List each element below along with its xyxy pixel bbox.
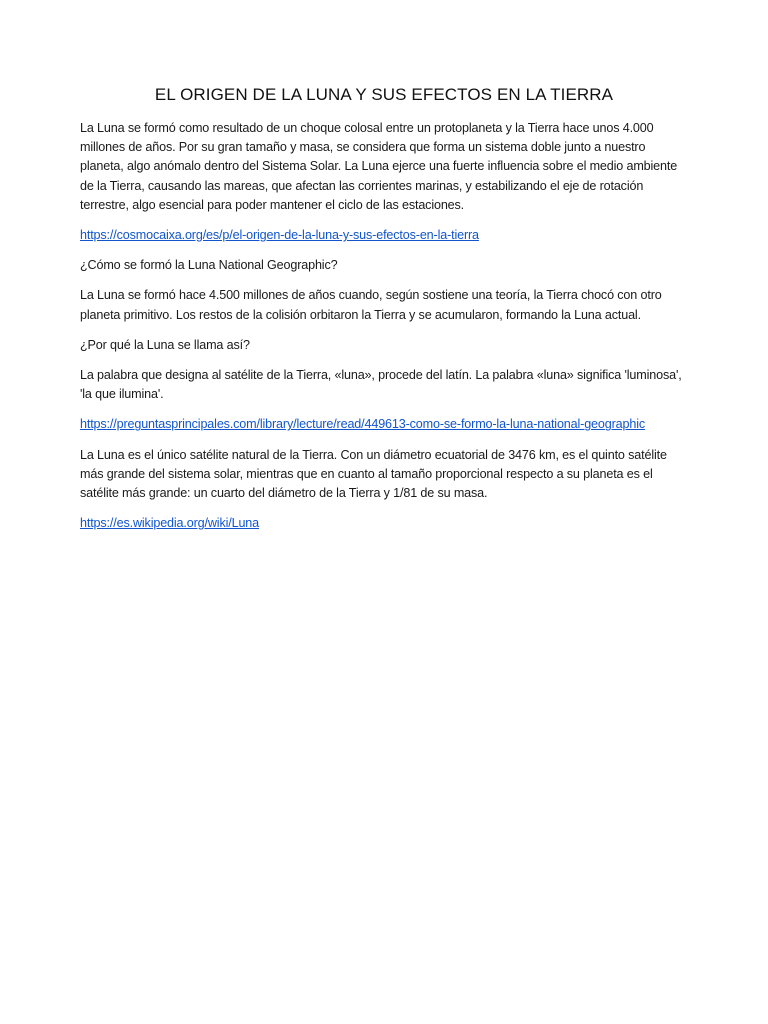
link-preguntasprincipales[interactable]: https://preguntasprincipales.com/library/lecture/read/449613-como-se-formo-la-luna-national-geographic xyxy=(80,417,646,432)
document-title: EL ORIGEN DE LA LUNA Y SUS EFECTOS EN LA TIERRA xyxy=(154,85,614,104)
link-wikipedia[interactable]: https://es.wikipedia.org/wiki/Luna xyxy=(80,516,260,531)
link-cosmocaixa[interactable]: https://cosmocaixa.org/es/p/el-origen-de-la-luna-y-sus-efectos-en-la-tierra xyxy=(80,228,479,243)
paragraph-etymology: La palabra que designa al satélite de la Tierra, «luna», procede del latín. La palabra «luna» significa 'luminosa', 'la que ilumina'. xyxy=(80,368,682,402)
question-name-origin: ¿Por qué la Luna se llama así? xyxy=(80,337,250,352)
paragraph-natural-satellite: La Luna es el único satélite natural de la Tierra. Con un diámetro ecuatorial de 3476 km, es el quinto satélite más grande del sistema solar, mientras que en cuanto al tamaño proporcional respecto a su planeta es el satélite más grande: un cuarto del diámetro de la Tierra y 1/81 de su masa. xyxy=(80,447,667,501)
paragraph-formation: La Luna se formó hace 4.500 millones de años cuando, según sostiene una teoría, la Tierra chocó con otro planeta primitivo. Los restos de la colisión orbitaron la Tierra y se acumularon, formando la Luna actual. xyxy=(80,288,662,322)
paragraph-origin: La Luna se formó como resultado de un choque colosal entre un protoplaneta y la Tierra hace unos 4.000 millones de años. Por su gran tamaño y masa, se considera que forma un sistema doble junto a nuestro planeta, algo anómalo dentro del Sistema Solar. La Luna ejerce una fuerte influencia sobre el medio ambiente de la Tierra, causando las mareas, que afectan las corrientes marinas, y estabilizando el eje de rotación terrestre, algo esencial para poder mantener el ciclo de las estaciones. xyxy=(80,121,678,212)
question-national-geographic: ¿Cómo se formó la Luna National Geographic? xyxy=(80,258,338,273)
